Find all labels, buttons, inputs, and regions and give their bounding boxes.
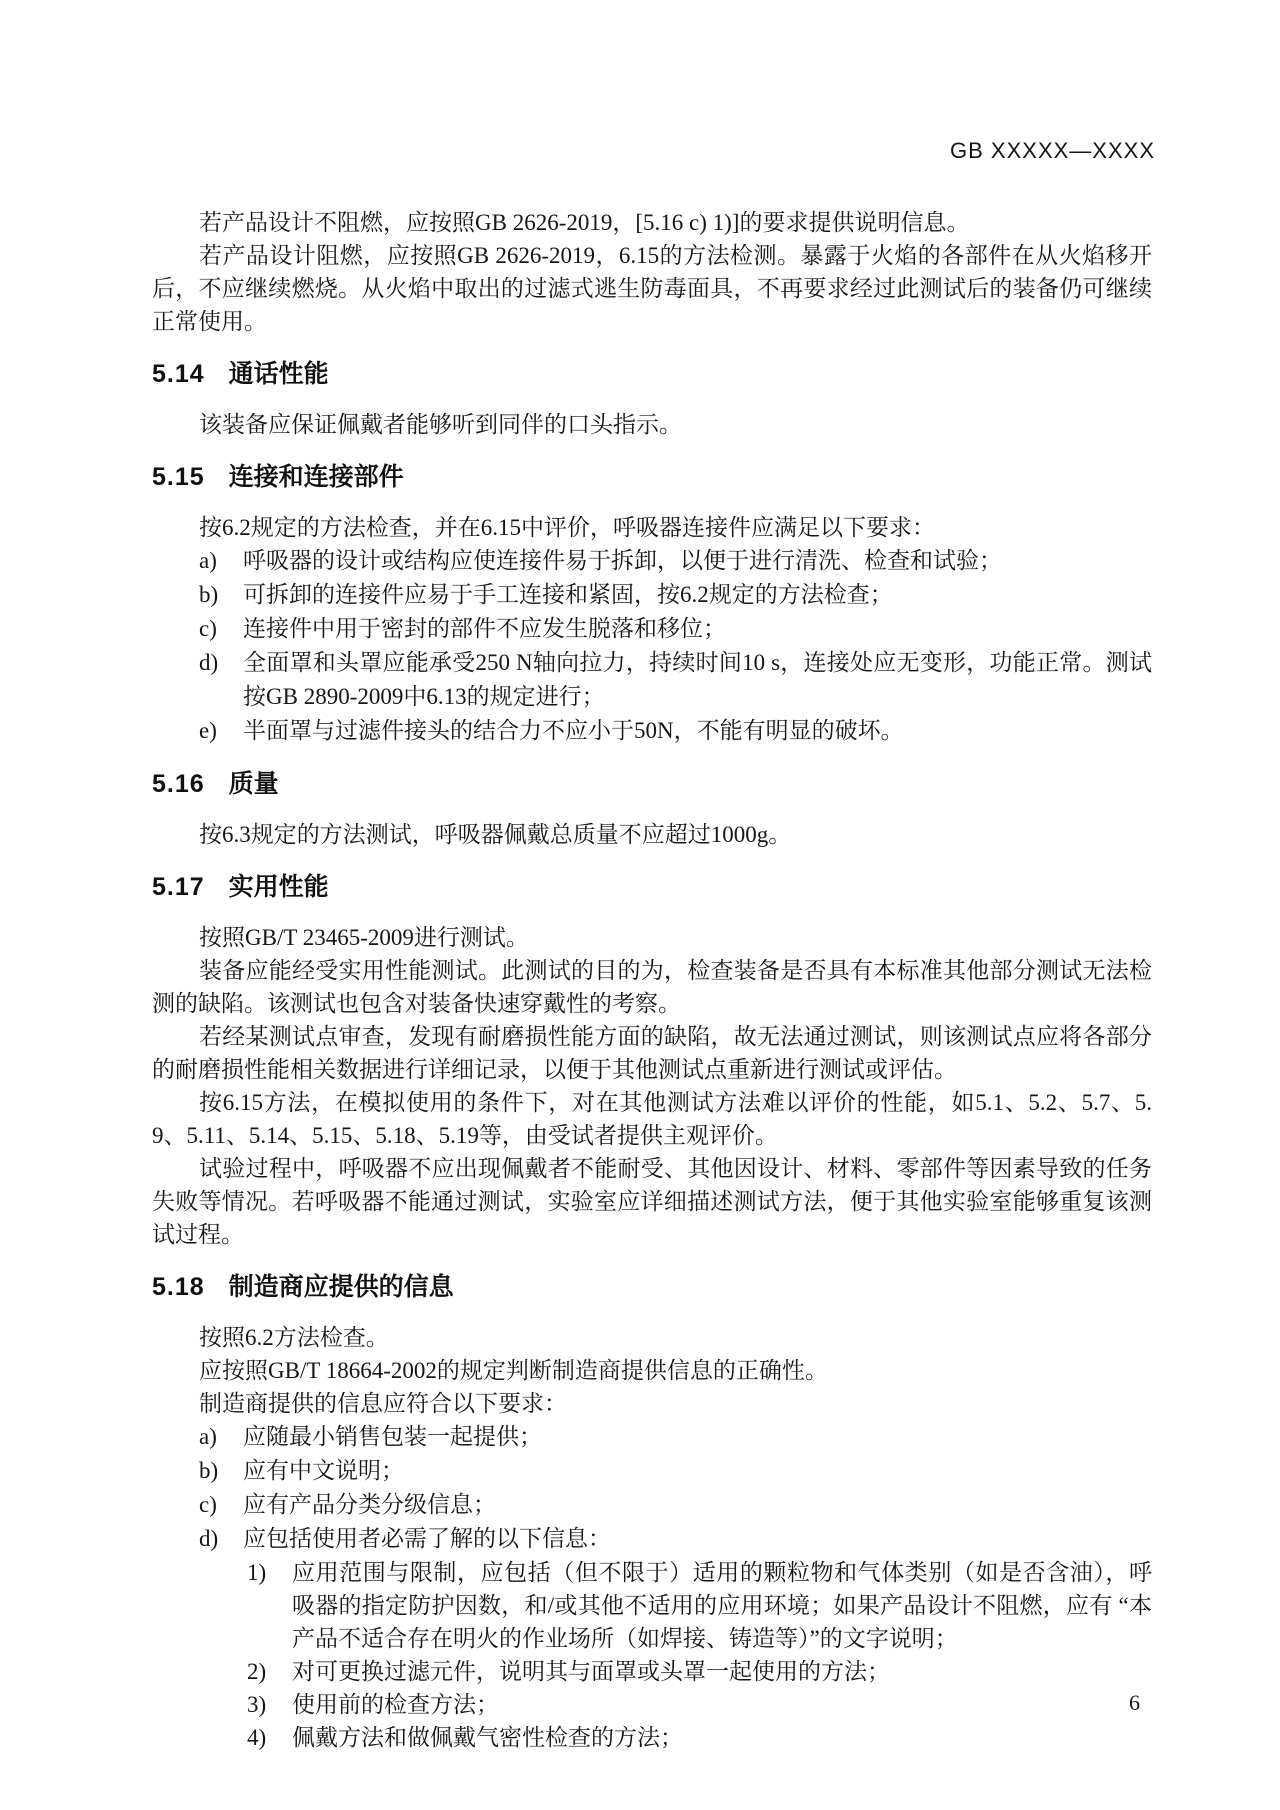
list-item-marker: 4) (247, 1725, 267, 1750)
list-item (152, 544, 1152, 578)
list-item (243, 1688, 1152, 1721)
list-item (152, 1454, 1152, 1488)
list-item (243, 1556, 1152, 1655)
intro-paragraph: 若产品设计不阻燃，应按照GB 2626-2019，[5.16 c) 1)]的要求提供说明信息。 (199, 210, 970, 235)
clause-number: 5.18 (152, 1273, 205, 1301)
list-item-marker: a) (199, 1424, 217, 1449)
section-paragraph: 按6.15方法，在模拟使用的条件下，对在其他测试方法难以评价的性能，如5.1、5.2、5.7、5.9、5.11、5.14、5.15、5.18、5.19等，由受试者提供主观评价。 (152, 1090, 1152, 1148)
list-item-marker: d) (199, 650, 219, 675)
list-item-marker: b) (199, 1458, 219, 1483)
list-item-text: 应随最小销售包装一起提供； (243, 1424, 542, 1449)
list-item-text: 佩戴方法和做佩戴气密性检查的方法； (292, 1725, 683, 1750)
section-paragraph: 若经某测试点审查，发现有耐磨损性能方面的缺陷，故无法通过测试，则该测试点应将各部分的耐磨损性能相关数据进行详细记录，以便于其他测试点重新进行测试或评估。 (152, 1024, 1152, 1082)
list-item (152, 612, 1152, 646)
clause-number: 5.14 (152, 360, 205, 388)
list-item (243, 1721, 1152, 1754)
clause-heading (152, 871, 1152, 904)
list-item-marker: c) (199, 616, 217, 641)
list-item-marker: d) (199, 1526, 219, 1551)
section-paragraph: 应按照GB/T 18664-2002的规定判断制造商提供信息的正确性。 (199, 1358, 828, 1383)
page-number: 6 (1129, 1690, 1140, 1715)
list-item-text: 全面罩和头罩应能承受250 N轴向拉力，持续时间10 s，连接处应无变形，功能正常。测试按GB 2890-2009中6.13的规定进行； (243, 650, 1152, 709)
clause-title: 通话性能 (228, 360, 329, 388)
section-paragraph: 按照GB/T 23465-2009进行测试。 (199, 925, 529, 950)
clause-number: 5.15 (152, 463, 205, 491)
list-item-text: 半面罩与过滤件接头的结合力不应小于50N，不能有明显的破坏。 (243, 718, 904, 743)
section-paragraph: 装备应能经受实用性能测试。此测试的目的为，检查装备是否具有本标准其他部分测试无法检测的缺陷。该测试也包含对装备快速穿戴性的考察。 (152, 958, 1152, 1016)
clause-title: 制造商应提供的信息 (228, 1273, 454, 1301)
list-item-marker: 3) (247, 1692, 267, 1717)
list-item (243, 1655, 1152, 1688)
list-item-text: 连接件中用于密封的部件不应发生脱落和移位； (243, 616, 726, 641)
list-item-marker: 1) (247, 1560, 267, 1585)
clause-number: 5.16 (152, 770, 205, 798)
numbered-sublist (243, 1556, 1152, 1754)
list-item-text: 应用范围与限制，应包括（但不限于）适用的颗粒物和气体类别（如是否含油），呼吸器的指定防护因数，和/或其他不适用的应用环境；如果产品设计不阻燃，应有 “本产品不适合存在明火的作业场所（如焊接、铸造等）”的文字说明； (292, 1560, 1152, 1651)
list-item-marker: e) (199, 718, 217, 743)
clause-heading (152, 358, 1152, 391)
section-paragraph: 按6.3规定的方法测试，呼吸器佩戴总质量不应超过1000g。 (199, 822, 792, 847)
section-paragraph: 试验过程中，呼吸器不应出现佩戴者不能耐受、其他因设计、材料、零部件等因素导致的任务失败等情况。若呼吸器不能通过测试，实验室应详细描述测试方法，便于其他实验室能够重复该测试过程。 (152, 1156, 1152, 1247)
clause-heading (152, 768, 1152, 801)
section-paragraph: 该装备应保证佩戴者能够听到同伴的口头指示。 (199, 412, 682, 437)
section-paragraph: 按6.2规定的方法检查，并在6.15中评价，呼吸器连接件应满足以下要求： (199, 515, 935, 540)
standard-number-header: GB XXXXX—XXXX (950, 138, 1155, 163)
document-content (152, 206, 1152, 1754)
list-item-marker: c) (199, 1492, 217, 1517)
list-item-text: 应有产品分类分级信息； (243, 1492, 496, 1517)
section-paragraph: 按照6.2方法检查。 (199, 1325, 389, 1350)
list-item (152, 646, 1152, 714)
clause-number: 5.17 (152, 873, 205, 901)
list-item-text: 使用前的检查方法； (292, 1692, 499, 1717)
list-item-text: 对可更换过滤元件，说明其与面罩或头罩一起使用的方法； (292, 1659, 890, 1684)
clause-title: 实用性能 (228, 873, 329, 901)
lettered-list (152, 544, 1152, 748)
list-item-marker: 2) (247, 1659, 267, 1684)
list-item (152, 714, 1152, 748)
list-item-text: 呼吸器的设计或结构应使连接件易于拆卸，以便于进行清洗、检查和试验； (243, 548, 1002, 573)
section-paragraph: 制造商提供的信息应符合以下要求： (199, 1391, 567, 1416)
list-item (152, 1488, 1152, 1522)
clause-heading (152, 1271, 1152, 1304)
lettered-list (152, 1420, 1152, 1754)
list-item-marker: a) (199, 548, 217, 573)
clause-heading (152, 461, 1152, 494)
list-item-text: 可拆卸的连接件应易于手工连接和紧固，按6.2规定的方法检查； (243, 582, 893, 607)
clause-title: 连接和连接部件 (228, 463, 404, 491)
list-item (152, 1420, 1152, 1454)
list-item (152, 578, 1152, 612)
clause-title: 质量 (228, 770, 279, 798)
list-item-text: 应包括使用者必需了解的以下信息： (243, 1526, 611, 1551)
list-item-text: 应有中文说明； (243, 1458, 404, 1483)
list-item-marker: b) (199, 582, 219, 607)
list-item (152, 1522, 1152, 1754)
intro-paragraph: 若产品设计阻燃，应按照GB 2626-2019，6.15的方法检测。暴露于火焰的各部件在从火焰移开后，不应继续燃烧。从火焰中取出的过滤式逃生防毒面具，不再要求经过此测试后的装备仍可继续正常使用。 (152, 243, 1152, 334)
